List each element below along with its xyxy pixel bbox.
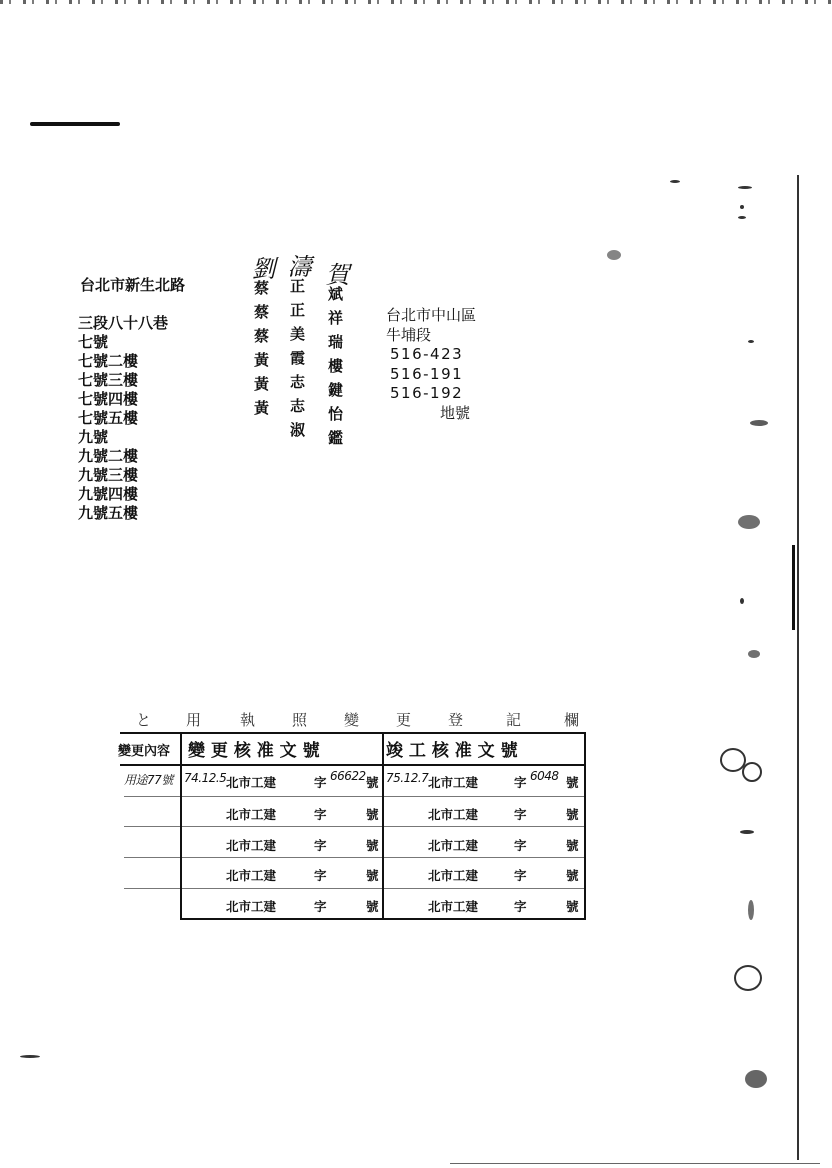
grid-line	[124, 796, 586, 797]
address-line: 九號三樓	[78, 466, 139, 484]
scan-speck	[750, 420, 768, 426]
row-completion-hao: 號	[566, 807, 579, 822]
row1-change-prefix: 北市工建	[226, 775, 277, 790]
row-change-prefix: 北市工建	[226, 807, 277, 822]
address-line: 九號五樓	[78, 504, 139, 522]
header-change-approval: 變 更 核 准 文 號	[188, 741, 320, 761]
row-change-hao: 號	[366, 868, 379, 883]
name-column-3-top: 賀	[321, 262, 349, 286]
scan-speck	[748, 900, 754, 920]
scan-speck	[20, 1055, 40, 1058]
row-completion-hao: 號	[566, 899, 579, 914]
address-line: 九號四樓	[78, 485, 139, 503]
row1-completion-date: 75.12.7	[386, 771, 429, 785]
scan-speck	[740, 205, 744, 209]
scan-speck	[670, 180, 680, 183]
address-line: 九號二樓	[78, 447, 139, 465]
table-title-char: 照	[292, 711, 308, 729]
grid-line	[124, 888, 586, 889]
row-change-word: 字	[314, 899, 327, 914]
row1-change-hao: 號	[366, 775, 379, 790]
address-line: 七號四樓	[78, 390, 139, 408]
scan-mark	[30, 122, 120, 126]
row-change-word: 字	[314, 868, 327, 883]
row-completion-word: 字	[514, 838, 527, 853]
grid-line	[584, 732, 586, 920]
row-completion-prefix: 北市工建	[428, 899, 479, 914]
row-change-word: 字	[314, 807, 327, 822]
name-column-2	[280, 254, 315, 446]
land-lot: 516-192	[390, 384, 464, 402]
row-change-prefix: 北市工建	[226, 899, 277, 914]
page-edge-line	[797, 175, 799, 1160]
table-title-char: 用	[186, 711, 202, 729]
grid-line	[124, 857, 586, 858]
scan-speck	[738, 515, 760, 529]
table-title-char: 登	[448, 711, 464, 729]
table-title-row	[134, 707, 586, 731]
scan-ring	[742, 762, 762, 782]
header-content: 變更內容	[118, 744, 171, 759]
row-completion-word: 字	[514, 899, 527, 914]
address-line: 三段八十八巷	[78, 314, 169, 332]
scan-speck	[740, 830, 754, 834]
name-column-3	[318, 262, 353, 454]
row-change-hao: 號	[366, 838, 379, 853]
address-line: 九號	[78, 428, 109, 446]
address-line: 七號	[78, 333, 109, 351]
land-lot: 516-191	[390, 364, 464, 383]
address-line: 七號三樓	[78, 371, 139, 389]
row-change-word: 字	[314, 838, 327, 853]
scan-speck	[740, 598, 744, 604]
name-column-1	[244, 256, 279, 424]
row-completion-prefix: 北市工建	[428, 807, 479, 822]
row-change-hao: 號	[366, 899, 379, 914]
land-lot-label: 地號	[440, 403, 471, 422]
scan-speck	[738, 186, 752, 189]
address-line: 七號五樓	[78, 409, 139, 427]
name-column-1-rest: 蔡蔡蔡黃黃黃	[252, 280, 270, 424]
row1-content: 用途77號	[124, 773, 173, 787]
scan-ring	[734, 965, 762, 991]
table-title-char: 變	[344, 711, 360, 729]
grid-line	[120, 732, 586, 734]
address-first-line: 台北市新生北路	[80, 276, 186, 294]
row1-change-num: 66622	[330, 769, 366, 783]
scan-speck	[745, 1070, 767, 1088]
table-title-char: 記	[506, 711, 522, 729]
header-completion-approval: 竣 工 核 准 文 號	[386, 741, 518, 761]
row-completion-hao: 號	[566, 838, 579, 853]
table-title-char: と	[136, 711, 152, 729]
table-title-char: 更	[396, 711, 412, 729]
scan-speck	[748, 340, 754, 343]
grid-line	[180, 732, 182, 920]
row1-change-word: 字	[314, 775, 327, 790]
row-change-prefix: 北市工建	[226, 868, 277, 883]
row-completion-word: 字	[514, 868, 527, 883]
row1-completion-prefix: 北市工建	[428, 775, 479, 790]
land-district: 台北市中山區	[386, 306, 477, 324]
land-section: 牛埔段	[386, 325, 432, 344]
grid-line	[120, 764, 586, 766]
name-column-3-rest: 斌祥瑞樓鍵怡鑑	[326, 286, 344, 454]
table-title-char: 執	[240, 711, 256, 729]
row-completion-hao: 號	[566, 868, 579, 883]
row1-completion-word: 字	[514, 775, 527, 790]
land-info	[386, 306, 476, 423]
scan-noise-top	[0, 0, 832, 4]
address-line: 七號二樓	[78, 352, 139, 370]
grid-line	[124, 826, 586, 827]
row-change-hao: 號	[366, 807, 379, 822]
land-lot: 516-423	[390, 345, 464, 363]
grid-line	[382, 732, 384, 920]
scan-speck	[738, 216, 746, 219]
row1-change-date: 74.12.5	[184, 771, 227, 785]
name-column-2-rest: 正正美霞志志淑	[288, 278, 306, 446]
page-edge-mark	[792, 545, 795, 630]
row1-completion-hao: 號	[566, 775, 579, 790]
table-title-char: 欄	[564, 711, 580, 729]
name-column-2-top: 濤	[283, 254, 311, 278]
name-column-1-top: 劉	[247, 256, 275, 280]
row-completion-prefix: 北市工建	[428, 838, 479, 853]
row1-completion-num: 6048	[530, 769, 559, 783]
scan-speck	[607, 250, 621, 260]
scan-speck	[748, 650, 760, 658]
row-completion-prefix: 北市工建	[428, 868, 479, 883]
row-change-prefix: 北市工建	[226, 838, 277, 853]
address-list	[78, 314, 168, 523]
page-bottom-line	[450, 1163, 820, 1164]
row-completion-word: 字	[514, 807, 527, 822]
